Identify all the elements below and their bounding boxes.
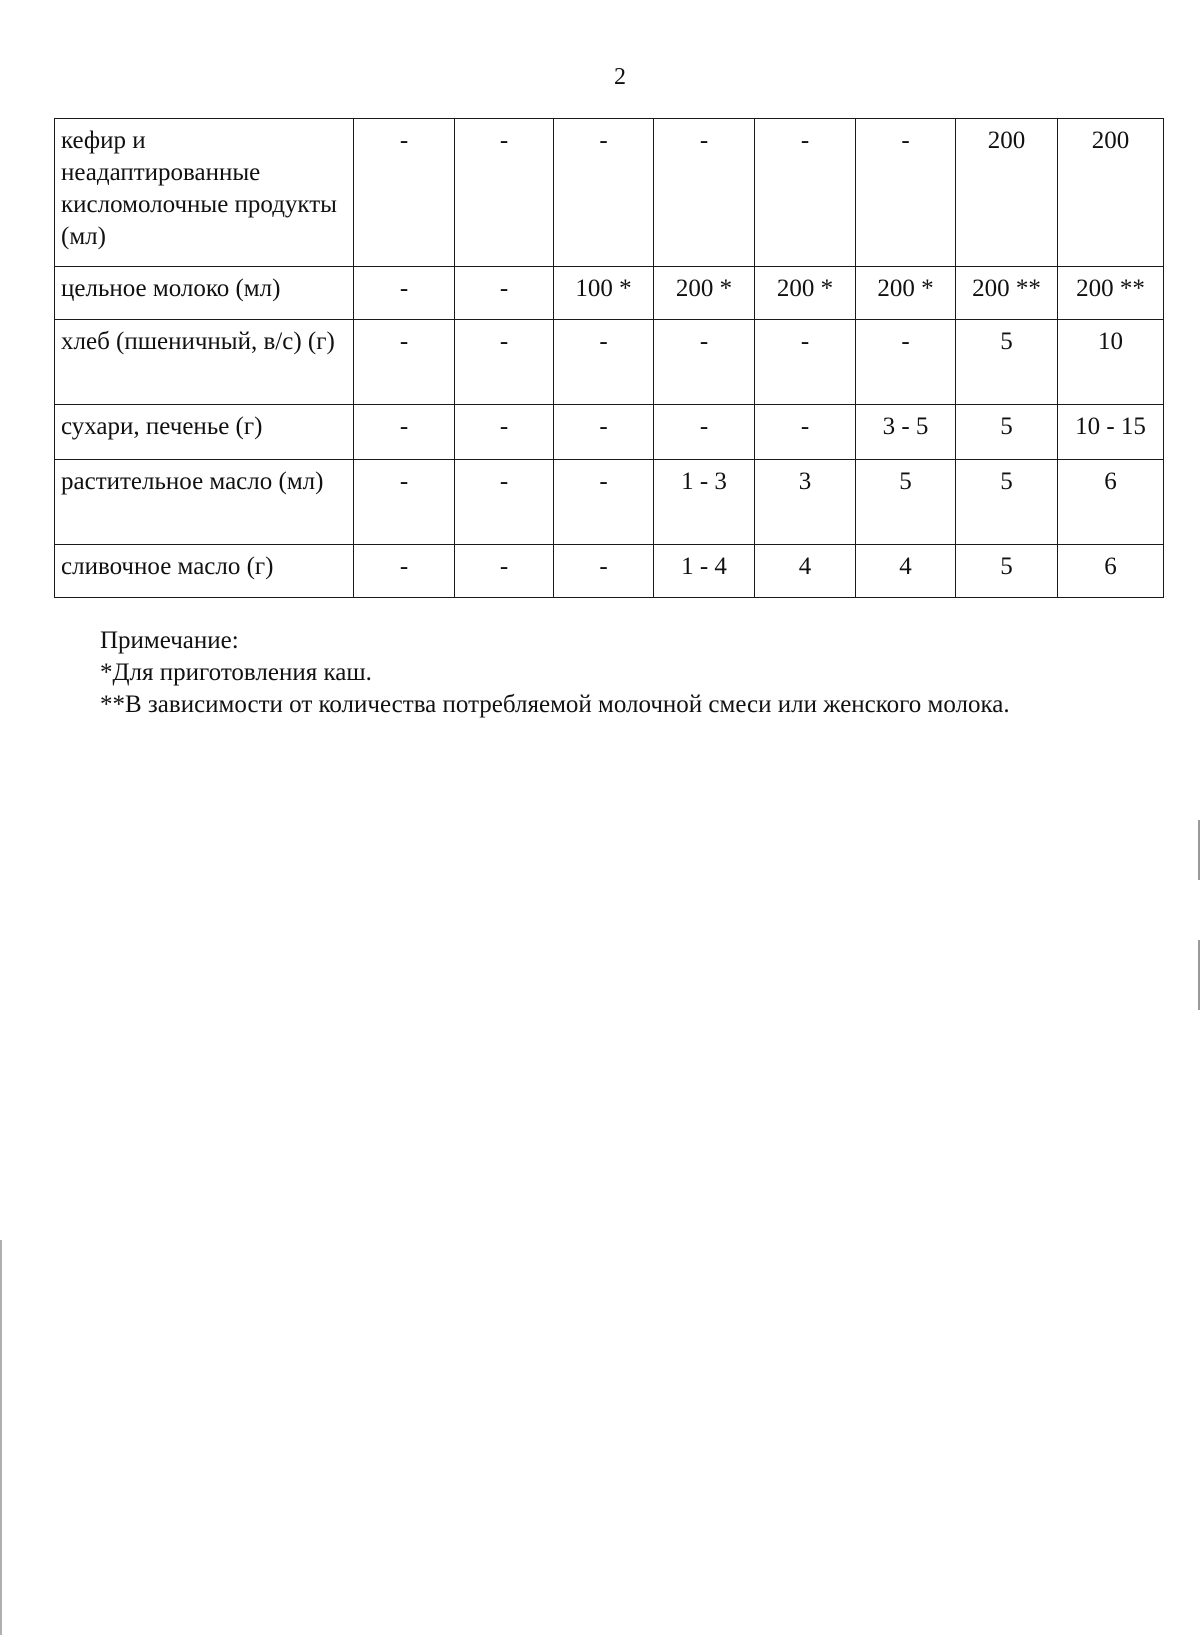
table-cell: - — [354, 320, 455, 405]
table-cell: - — [554, 320, 654, 405]
table-cell: 6 — [1058, 460, 1164, 545]
notes-heading: Примечание: — [100, 627, 239, 654]
table-cell: 200 — [1058, 119, 1164, 267]
table-cell: - — [455, 460, 554, 545]
table-cell: - — [654, 119, 755, 267]
table-cell: 4 — [856, 545, 956, 598]
table-cell: 5 — [956, 405, 1058, 460]
table-cell: 200 * — [654, 267, 755, 320]
table-cell: - — [354, 267, 455, 320]
table-cell: - — [354, 460, 455, 545]
table-cell: 200 * — [856, 267, 956, 320]
page-number: 2 — [614, 64, 626, 90]
table-cell: - — [455, 545, 554, 598]
table-cell: - — [856, 119, 956, 267]
table-cell: - — [755, 119, 856, 267]
table-row — [55, 545, 1164, 598]
row-label: кефир и неадаптированные кисломолочные продукты (мл) — [55, 119, 354, 267]
table-cell: - — [354, 405, 455, 460]
table-row — [55, 460, 1164, 545]
table-cell: 5 — [856, 460, 956, 545]
table-cell: 4 — [755, 545, 856, 598]
table-cell: - — [554, 545, 654, 598]
table-cell: 3 — [755, 460, 856, 545]
table-row — [55, 320, 1164, 405]
table-cell: - — [856, 320, 956, 405]
row-label: сливочное масло (г) — [55, 545, 354, 598]
table-cell: - — [654, 320, 755, 405]
table-cell: - — [554, 405, 654, 460]
table-cell: 1 - 3 — [654, 460, 755, 545]
table-cell: - — [455, 405, 554, 460]
table-cell: 5 — [956, 460, 1058, 545]
row-label: сухари, печенье (г) — [55, 405, 354, 460]
table-cell: - — [455, 119, 554, 267]
note-double-asterisk: **В зависимости от количества потребляемой молочной смеси или женского молока. — [100, 691, 1010, 718]
table-cell: 10 - 15 — [1058, 405, 1164, 460]
row-label: растительное масло (мл) — [55, 460, 354, 545]
table-cell: - — [554, 460, 654, 545]
table-row — [55, 267, 1164, 320]
row-label: цельное молоко (мл) — [55, 267, 354, 320]
table-cell: - — [455, 320, 554, 405]
table-cell: - — [755, 405, 856, 460]
table-cell: 100 * — [554, 267, 654, 320]
table-cell: 200 — [956, 119, 1058, 267]
table-cell: 3 - 5 — [856, 405, 956, 460]
table-cell: 10 — [1058, 320, 1164, 405]
table-cell: - — [554, 119, 654, 267]
table-cell: 6 — [1058, 545, 1164, 598]
table-cell: 200 ** — [1058, 267, 1164, 320]
table-cell: 1 - 4 — [654, 545, 755, 598]
table-row — [55, 119, 1164, 267]
table-cell: 5 — [956, 545, 1058, 598]
table-cell: 200 ** — [956, 267, 1058, 320]
table-cell: - — [354, 119, 455, 267]
table-cell: - — [455, 267, 554, 320]
notes-section — [100, 625, 1010, 721]
note-single-asterisk: *Для приготовления каш. — [100, 659, 372, 686]
table-cell: - — [354, 545, 455, 598]
table-cell: - — [654, 405, 755, 460]
row-label: хлеб (пшеничный, в/с) (г) — [55, 320, 354, 405]
scan-edge-mark — [0, 1240, 2, 1635]
table-cell: 5 — [956, 320, 1058, 405]
table-row — [55, 405, 1164, 460]
table-cell: 200 * — [755, 267, 856, 320]
table-cell: - — [755, 320, 856, 405]
ration-table — [54, 118, 1164, 598]
